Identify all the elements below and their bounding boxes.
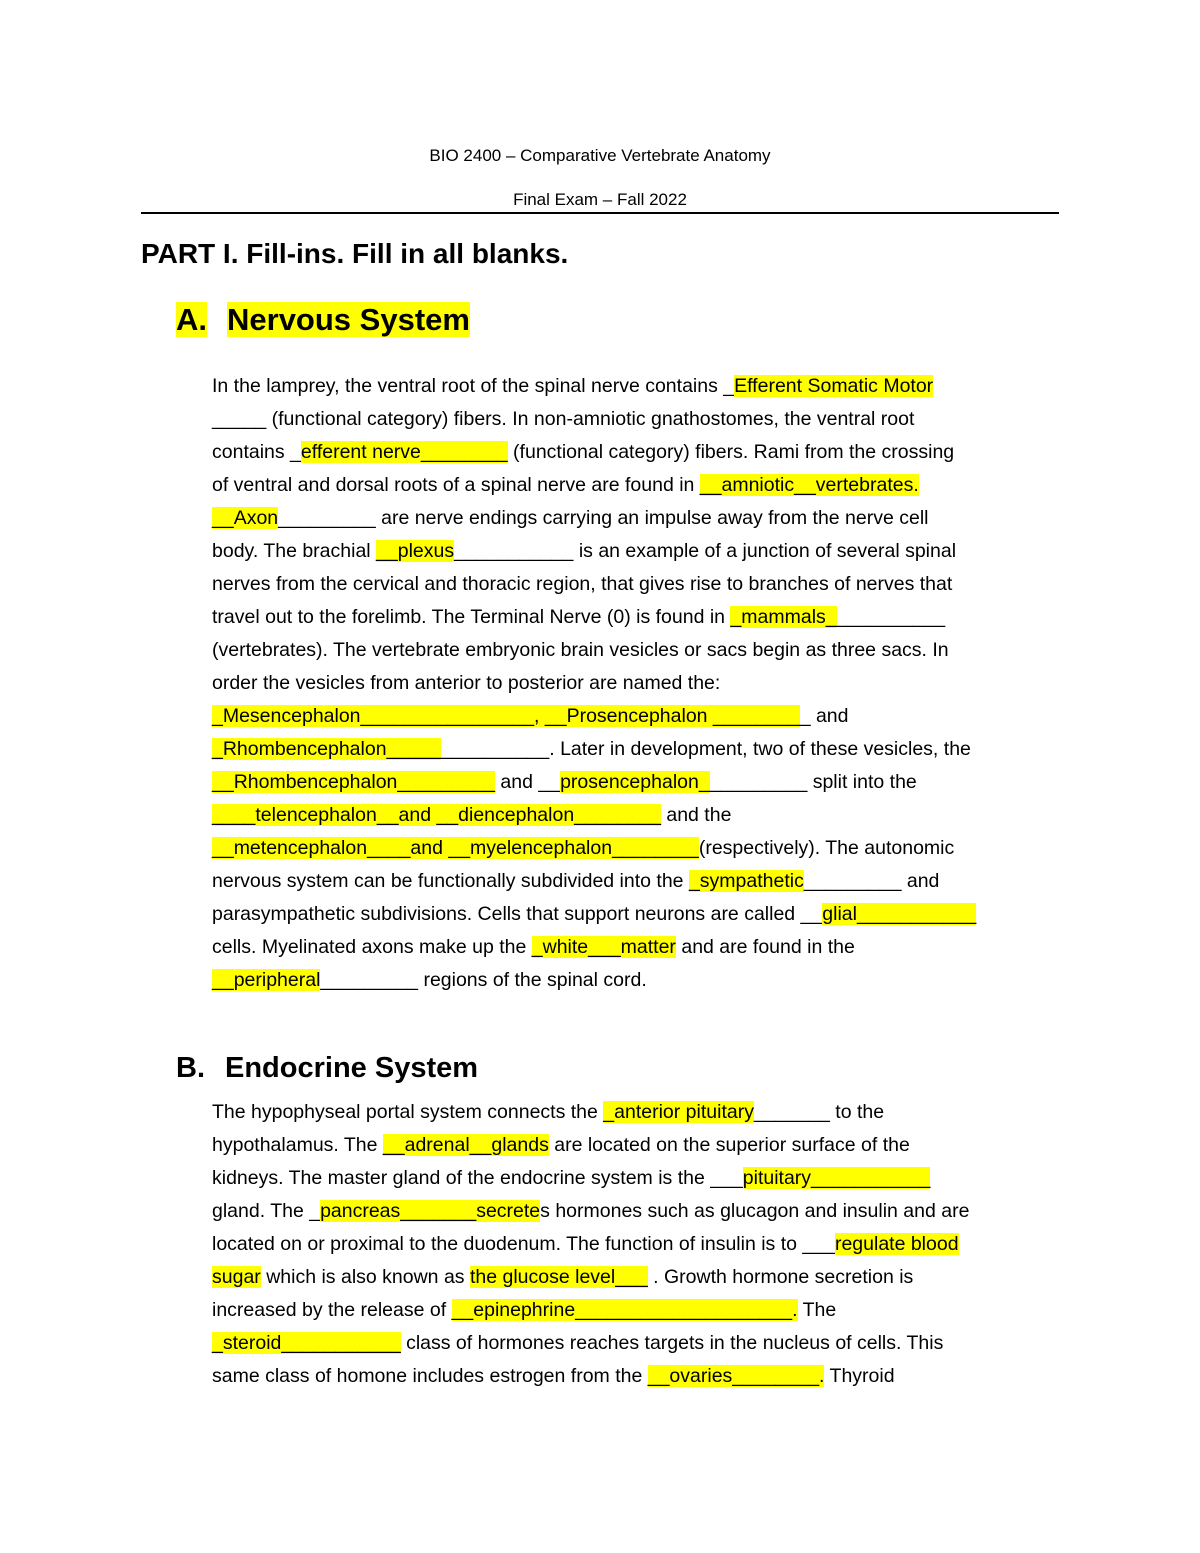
answer-text: __plexus — [376, 540, 455, 562]
section-b-body — [212, 1096, 1072, 1393]
question-text: and are found in the — [675, 936, 855, 958]
answer-text: __epinephrine____________________. — [451, 1299, 798, 1321]
answer-text: __ovaries________. — [647, 1365, 825, 1387]
answer-text: pituitary___________ — [742, 1167, 931, 1189]
answer-text: pancreas_______secrete — [320, 1200, 541, 1222]
question-text: _______ to the — [753, 1101, 885, 1123]
question-text: are located on the superior surface of the — [548, 1134, 910, 1156]
question-text: _________ regions of the spinal cord. — [320, 969, 647, 991]
answer-text: _white___matter — [531, 936, 676, 958]
question-text: (vertebrates). The vertebrate embryonic brain vesicles or sacs begin as three sacs. In — [212, 639, 949, 661]
answer-text: _Rhombencephalon_____ — [212, 738, 441, 760]
answer-text: __adrenal__glands — [382, 1134, 549, 1156]
question-text: class of hormones reaches targets in the nucleus of cells. This — [400, 1332, 944, 1354]
answer-text: _steroid___________ — [212, 1332, 401, 1354]
question-text: ___________ is an example of a junction of several spinal — [454, 540, 957, 562]
question-text: hypothalamus. The — [212, 1134, 383, 1156]
answer-text: __Rhombencephalon_________ — [212, 771, 495, 793]
text-line — [212, 436, 1072, 469]
text-line — [212, 502, 1072, 535]
part-title: PART I. Fill-ins. Fill in all blanks. — [141, 238, 569, 269]
text-line — [212, 1228, 1072, 1261]
text-line — [212, 832, 1072, 865]
text-line — [212, 1327, 1072, 1360]
question-text: gland. The _ — [212, 1200, 321, 1222]
text-line — [212, 700, 1072, 733]
question-text: In the lamprey, the ventral root of the spinal nerve contains _ — [212, 375, 735, 397]
answer-text: _sympathetic — [688, 870, 804, 892]
section-b-heading — [176, 1052, 478, 1085]
question-text: order the vesicles from anterior to posterior are named the: — [212, 672, 721, 694]
question-text: same class of homone includes estrogen from the — [212, 1365, 648, 1387]
question-text: The hypophyseal portal system connects the — [212, 1101, 604, 1123]
question-text: _________ and — [803, 870, 940, 892]
text-line — [212, 403, 1072, 436]
question-text: (functional category) fibers. Rami from the crossing — [507, 441, 955, 463]
answer-text: the glucose level___ — [469, 1266, 648, 1288]
question-text: _________ split into the — [709, 771, 917, 793]
answer-text: regulate blood — [834, 1233, 959, 1255]
question-text: __________ — [836, 606, 946, 628]
question-text: parasympathetic subdivisions. Cells that support neurons are called __ — [212, 903, 823, 925]
question-text: increased by the release of — [212, 1299, 452, 1321]
text-line — [212, 766, 1072, 799]
text-line — [212, 667, 1072, 700]
question-text: nerves from the cervical and thoracic region, that gives rise to branches of nerves that — [212, 573, 953, 595]
text-line — [212, 1129, 1072, 1162]
section-b-letter: B. — [176, 1052, 205, 1084]
question-text: __________. Later in development, two of these vesicles, the — [440, 738, 971, 760]
question-text: s hormones such as glucagon and insulin and are — [540, 1200, 970, 1222]
question-text: which is also known as — [260, 1266, 470, 1288]
header-divider — [141, 212, 1059, 214]
question-text: The — [797, 1299, 837, 1321]
text-line — [212, 601, 1072, 634]
text-line — [212, 964, 1072, 997]
answer-text: __metencephalon____and __myelencephalon________ — [212, 837, 699, 859]
question-text: located on or proximal to the duodenum. The function of insulin is to ___ — [212, 1233, 835, 1255]
text-line — [212, 568, 1072, 601]
answer-text: _Mesencephalon________________, __Prosencephalon ________ — [212, 705, 800, 727]
question-text: _________ are nerve endings carrying an impulse away from the nerve cell — [278, 507, 929, 529]
text-line — [212, 1162, 1072, 1195]
question-text: _ and — [799, 705, 849, 727]
answer-text: prosencephalon_ — [560, 771, 710, 793]
question-text: of ventral and dorsal roots of a spinal nerve are found in — [212, 474, 700, 496]
course-title: BIO 2400 – Comparative Vertebrate Anatomy — [429, 146, 771, 165]
answer-text: sugar — [212, 1266, 261, 1288]
question-text: contains _ — [212, 441, 301, 463]
answer-text: __peripheral — [212, 969, 321, 991]
text-line — [212, 535, 1072, 568]
answer-text: efferent nerve________ — [300, 441, 508, 463]
text-line — [212, 1096, 1072, 1129]
section-a-letter: A. — [176, 302, 207, 337]
answer-text: __Axon — [212, 507, 279, 529]
text-line — [212, 1294, 1072, 1327]
question-text: kidneys. The master gland of the endocrine system is the ___ — [212, 1167, 743, 1189]
section-a-heading — [176, 302, 470, 338]
text-line — [212, 931, 1072, 964]
text-line — [212, 865, 1072, 898]
answer-text: ____telencephalon__and __diencephalon________ — [212, 804, 661, 826]
section-a-title: Nervous System — [227, 302, 470, 337]
question-text: (respectively). The autonomic — [698, 837, 955, 859]
exam-title: Final Exam – Fall 2022 — [513, 190, 687, 209]
section-b-title: Endocrine System — [225, 1052, 479, 1084]
answer-text: __amniotic__vertebrates. — [699, 474, 919, 496]
text-line — [212, 1195, 1072, 1228]
question-text: travel out to the forelimb. The Terminal Nerve (0) is found in — [212, 606, 731, 628]
answer-text: _mammals_ — [730, 606, 837, 628]
text-line — [212, 799, 1072, 832]
text-line — [212, 634, 1072, 667]
answer-text: _anterior pituitary — [603, 1101, 754, 1123]
answer-text: Efferent Somatic Motor — [734, 375, 934, 397]
text-line — [212, 733, 1072, 766]
question-text: and the — [660, 804, 732, 826]
question-text: cells. Myelinated axons make up the — [212, 936, 532, 958]
text-line — [212, 898, 1072, 931]
text-line — [212, 1261, 1072, 1294]
answer-text: glial___________ — [822, 903, 977, 925]
question-text: _____ (functional category) fibers. In non-amniotic gnathostomes, the ventral root — [212, 408, 915, 430]
question-text: and __ — [495, 771, 561, 793]
question-text: . Growth hormone secretion is — [647, 1266, 914, 1288]
question-text: Thyroid — [824, 1365, 895, 1387]
text-line — [212, 469, 1072, 502]
section-a-body — [212, 370, 1072, 997]
question-text: body. The brachial — [212, 540, 377, 562]
text-line — [212, 370, 1072, 403]
text-line — [212, 1360, 1072, 1393]
question-text: nervous system can be functionally subdivided into the — [212, 870, 689, 892]
